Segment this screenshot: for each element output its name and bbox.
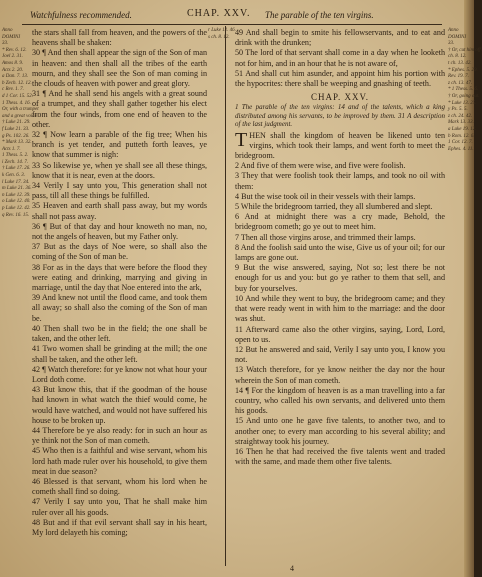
verse-left-19: 47 Verily I say unto you, That he shall make him ruler over all his goods. bbox=[32, 497, 207, 517]
right-column-verses bbox=[235, 161, 445, 467]
margin-note-right-7: * Ephes. 5. 29. bbox=[448, 67, 478, 73]
verse-right-top-3: 51 And shall cut him asunder, and appoint him his portion with the hypocrites: there shall be weeping and gnashing of teeth. bbox=[235, 68, 445, 89]
margin-note-left-6: Amos 8. 9. bbox=[2, 60, 24, 66]
margin-note-left-3: 33. bbox=[2, 41, 9, 47]
margin-note-left-4: * Rev. 6. 12. bbox=[2, 47, 27, 53]
margin-note-left-14: and a great voice. bbox=[2, 113, 38, 119]
verse-right-13: 14 ¶ For the kingdom of heaven is as a man travelling into a far country, who called his own servants, and delivered unto them his goods. bbox=[235, 385, 445, 416]
signature-mark: 4 bbox=[290, 564, 294, 573]
verse-right-2: 3 They that were foolish took their lamps, and took no oil with them: bbox=[235, 171, 445, 191]
margin-note-right-1: Anno bbox=[448, 28, 459, 33]
margin-note-right-12: * Luke 13. 25. bbox=[448, 100, 477, 106]
verse-right-14: 15 And unto one he gave five talents, to another two, and to another one; to every man according to his several ability; and straightway took his journey. bbox=[235, 416, 445, 446]
margin-note-left-19: Acts 1. 7. bbox=[2, 146, 21, 152]
verse-left-14: 42 ¶ Watch therefore: for ye know not what hour your Lord doth come. bbox=[32, 364, 207, 384]
verse-left-8: 36 ¶ But of that day and hour knoweth no man, no, not the angels of heaven, but my Father only. bbox=[32, 221, 207, 242]
margin-note-left-18: * Mark 13. 32. bbox=[2, 140, 32, 146]
margin-note-left-20: 1 Thess. 5. 2. bbox=[2, 153, 29, 159]
margin-note-right-6: t ch. 13. 42. bbox=[448, 60, 472, 66]
margin-note-left-27: o Luke 12. 40. bbox=[2, 199, 31, 205]
verse-right-top-1: 49 And shall begin to smite his fellowservants, and to eat and drink with the drunken; bbox=[235, 28, 445, 48]
margin-note-left-10: c Rev. 1. 7. bbox=[2, 87, 24, 93]
column-rule bbox=[225, 26, 226, 566]
left-column bbox=[32, 28, 207, 568]
margin-note-left-12: 1 Thess. 4. 16. bbox=[2, 100, 31, 106]
verse-left-13: 41 Two women shall be grinding at the mill; the one shall be taken, and the other left. bbox=[32, 344, 207, 364]
verse-right-12: 13 Watch therefore, for ye know neither the day nor the hour wherein the Son of man cometh. bbox=[235, 365, 445, 385]
margin-note-right-17: b Rom. 12. 6. bbox=[448, 133, 475, 139]
middle-margin-notes bbox=[208, 28, 236, 41]
verse-right-7: 8 And the foolish said unto the wise, Give us of your oil; for our lamps are gone out. bbox=[235, 242, 445, 263]
verse-left-16: 44 Therefore be ye also ready: for in such an hour as ye think not the Son of man cometh. bbox=[32, 425, 207, 446]
verse-left-17: 45 Who then is a faithful and wise servant, whom his lord hath made ruler over his household, to give them meat in due season? bbox=[32, 446, 207, 476]
margin-note-mid-2: s ch. 8. 12. bbox=[208, 34, 230, 40]
margin-note-left-25: m Luke 21. 36. bbox=[2, 186, 32, 192]
margin-note-left-29: q Rev. 16. 15. bbox=[2, 212, 30, 218]
verse-left-2: 30 ¶ And then shall appear the sign of the Son of man in heaven: and then shall all the tribes of the earth mourn, and they shall see the Son of man coming in the clouds of heaven with power and great glory. bbox=[32, 48, 207, 89]
left-margin-notes bbox=[2, 28, 39, 219]
verse-right-11: 12 But he answered and said, Verily I say unto you, I know you not. bbox=[235, 344, 445, 365]
margin-note-left-17: g Ps. 102. 26. bbox=[2, 133, 30, 139]
right-column bbox=[235, 28, 445, 568]
margin-note-right-4: † Or, cut him off. bbox=[448, 47, 482, 53]
header-left: Watchfulness recommended. bbox=[30, 10, 132, 20]
verse-left-1: the stars shall fall from heaven, and the powers of the heavens shall be shaken: bbox=[32, 28, 207, 48]
margin-note-left-15: † Luke 21. 29. bbox=[2, 120, 31, 126]
margin-note-left-1: Anno bbox=[2, 28, 13, 33]
margin-note-mid-1: r Luke 12. 46. bbox=[208, 28, 236, 33]
verse-1 bbox=[235, 128, 445, 162]
margin-note-right-10: * 1 Thess. 5. 6. bbox=[448, 87, 479, 93]
verse-right-15: 16 Then he that had received the five talents went and traded with the same, and made them other five talents. bbox=[235, 446, 445, 467]
verse-right-3: 4 But the wise took oil in their vessels with their lamps. bbox=[235, 191, 416, 201]
verse-1-text: HEN shall the kingdom of heaven be likened unto ten virgins, which took their lamps, and went forth to meet the bridegroom. bbox=[235, 130, 445, 161]
margin-note-left-28: p Luke 12. 42. bbox=[2, 206, 31, 212]
verse-left-3: 31 ¶ And he shall send his angels with a great sound of a trumpet, and they shall gather together his elect from the four winds, from one end of heaven to the other. bbox=[32, 89, 207, 129]
verse-left-18: 46 Blessed is that servant, whom his lord when he cometh shall find so doing. bbox=[32, 476, 207, 497]
verse-right-8: 9 But the wise answered, saying, Not so; lest there be not enough for us and you: but go ye rather to them that sell, and buy for yourselves. bbox=[235, 263, 445, 293]
verse-left-7: 35 Heaven and earth shall pass away, but my words shall not pass away. bbox=[32, 201, 207, 221]
header-right: The parable of the ten virgins. bbox=[265, 10, 374, 20]
margin-note-left-8: a Dan. 7. 13. bbox=[2, 74, 29, 80]
verse-right-6: 7 Then all those virgins arose, and trimmed their lamps. bbox=[235, 232, 416, 242]
verse-right-1: 2 And five of them were wise, and five were foolish. bbox=[235, 161, 406, 171]
margin-note-left-7: Acts 2. 20. bbox=[2, 67, 24, 73]
margin-note-right-16: a Luke 19. 12. bbox=[448, 126, 477, 132]
header-rule bbox=[22, 24, 442, 25]
drop-cap: T bbox=[235, 128, 248, 151]
margin-note-left-2: DOMINI bbox=[2, 34, 21, 40]
margin-note-right-9: z ch. 13. 47. bbox=[448, 80, 473, 86]
margin-note-right-18: 1 Cor. 12. 7. bbox=[448, 140, 473, 146]
verse-right-10: 11 Afterward came also the other virgins, saying, Lord, Lord, open to us. bbox=[235, 324, 445, 344]
verse-left-20: 48 But and if that evil servant shall say in his heart, My lord delayeth his coming; bbox=[32, 517, 207, 537]
verse-left-15: 43 But know this, that if the goodman of the house had known in what watch the thief would come, he would have watched, and would not have suffered his house to be broken up. bbox=[32, 385, 207, 425]
margin-note-right-5: ch. 8. 12. bbox=[448, 54, 467, 60]
margin-note-right-13: y Ps. 5. 5. bbox=[448, 107, 468, 113]
verse-right-5: 6 And at midnight there was a cry made, Behold, the bridegroom cometh; go ye out to meet him. bbox=[235, 212, 445, 232]
margin-note-left-24: l Luke 17. 34. bbox=[2, 179, 30, 185]
margin-note-right-11: † Or, going out. bbox=[448, 93, 480, 99]
chapter-summary: 1 The parable of the ten virgins: 14 and of the talents, which a king distributed among his servants, to be improved by them. 31 A description of the last judgment. bbox=[235, 103, 445, 129]
margin-note-left-16: f Luke 21. 33. bbox=[2, 126, 30, 132]
header-chapter: CHAP. XXV. bbox=[187, 8, 251, 19]
verse-right-4: 5 While the bridegroom tarried, they all slumbered and slept. bbox=[235, 202, 433, 212]
margin-note-left-21: i Zech. 14. 7. bbox=[2, 159, 29, 165]
margin-note-right-19: Ephes. 4. 11. bbox=[448, 146, 474, 152]
margin-note-right-14: z ch. 24. 42. bbox=[448, 113, 473, 119]
verse-left-11: 39 And knew not until the flood came, and took them all away; so shall also the coming of the Son of man be. bbox=[32, 293, 207, 323]
verse-left-5: 33 So likewise ye, when ye shall see all these things, know that it is near, even at the doors. bbox=[32, 160, 207, 180]
margin-note-right-8: Rev. 19. 7. bbox=[448, 74, 469, 80]
chapter-heading: CHAP. XXV. bbox=[310, 92, 370, 103]
verse-left-6: 34 Verily I say unto you, This generation shall not pass, till all these things be fulfilled. bbox=[32, 181, 207, 201]
verse-left-12: 40 Then shall two be in the field; the one shall be taken, and the other left. bbox=[32, 323, 207, 344]
margin-note-left-13: Or, with a trumpet bbox=[2, 107, 39, 113]
running-header bbox=[30, 8, 440, 22]
right-column-top bbox=[235, 28, 445, 89]
right-margin-notes bbox=[448, 28, 482, 153]
verse-right-9: 10 And while they went to buy, the bridegroom came; and they that were ready went in with him to the marriage: and the door was shut. bbox=[235, 293, 445, 324]
margin-note-right-15: Mark 13. 33. bbox=[448, 120, 474, 126]
verse-left-4: 32 ¶ Now learn a parable of the fig tree; When his branch is yet tender, and putteth forth leaves, ye know that summer is nigh: bbox=[32, 130, 207, 160]
margin-note-right-3: 33. bbox=[448, 41, 455, 47]
margin-note-left-11: d 1 Cor. 15. 52. bbox=[2, 93, 33, 99]
margin-note-left-22: † Luke 17. 26. bbox=[2, 166, 31, 172]
verse-left-10: 38 For as in the days that were before the flood they were eating and drinking, marrying and giving in marriage, until the day that Noe entered into the ark, bbox=[32, 262, 207, 293]
margin-note-left-9: b Zech. 12. 12. bbox=[2, 80, 32, 86]
margin-note-left-5: Joel 2. 31. bbox=[2, 54, 23, 60]
margin-note-left-23: k Gen. 6. 3. bbox=[2, 173, 26, 179]
margin-note-right-2: DOMINI bbox=[448, 34, 467, 40]
verse-left-9: 37 But as the days of Noe were, so shall also the coming of the Son of man be. bbox=[32, 242, 207, 262]
verse-right-top-2: 50 The lord of that servant shall come in a day when he looketh not for him, and in an hour that he is not aware of, bbox=[235, 48, 445, 68]
margin-note-left-26: n Luke 12. 39. bbox=[2, 192, 31, 198]
